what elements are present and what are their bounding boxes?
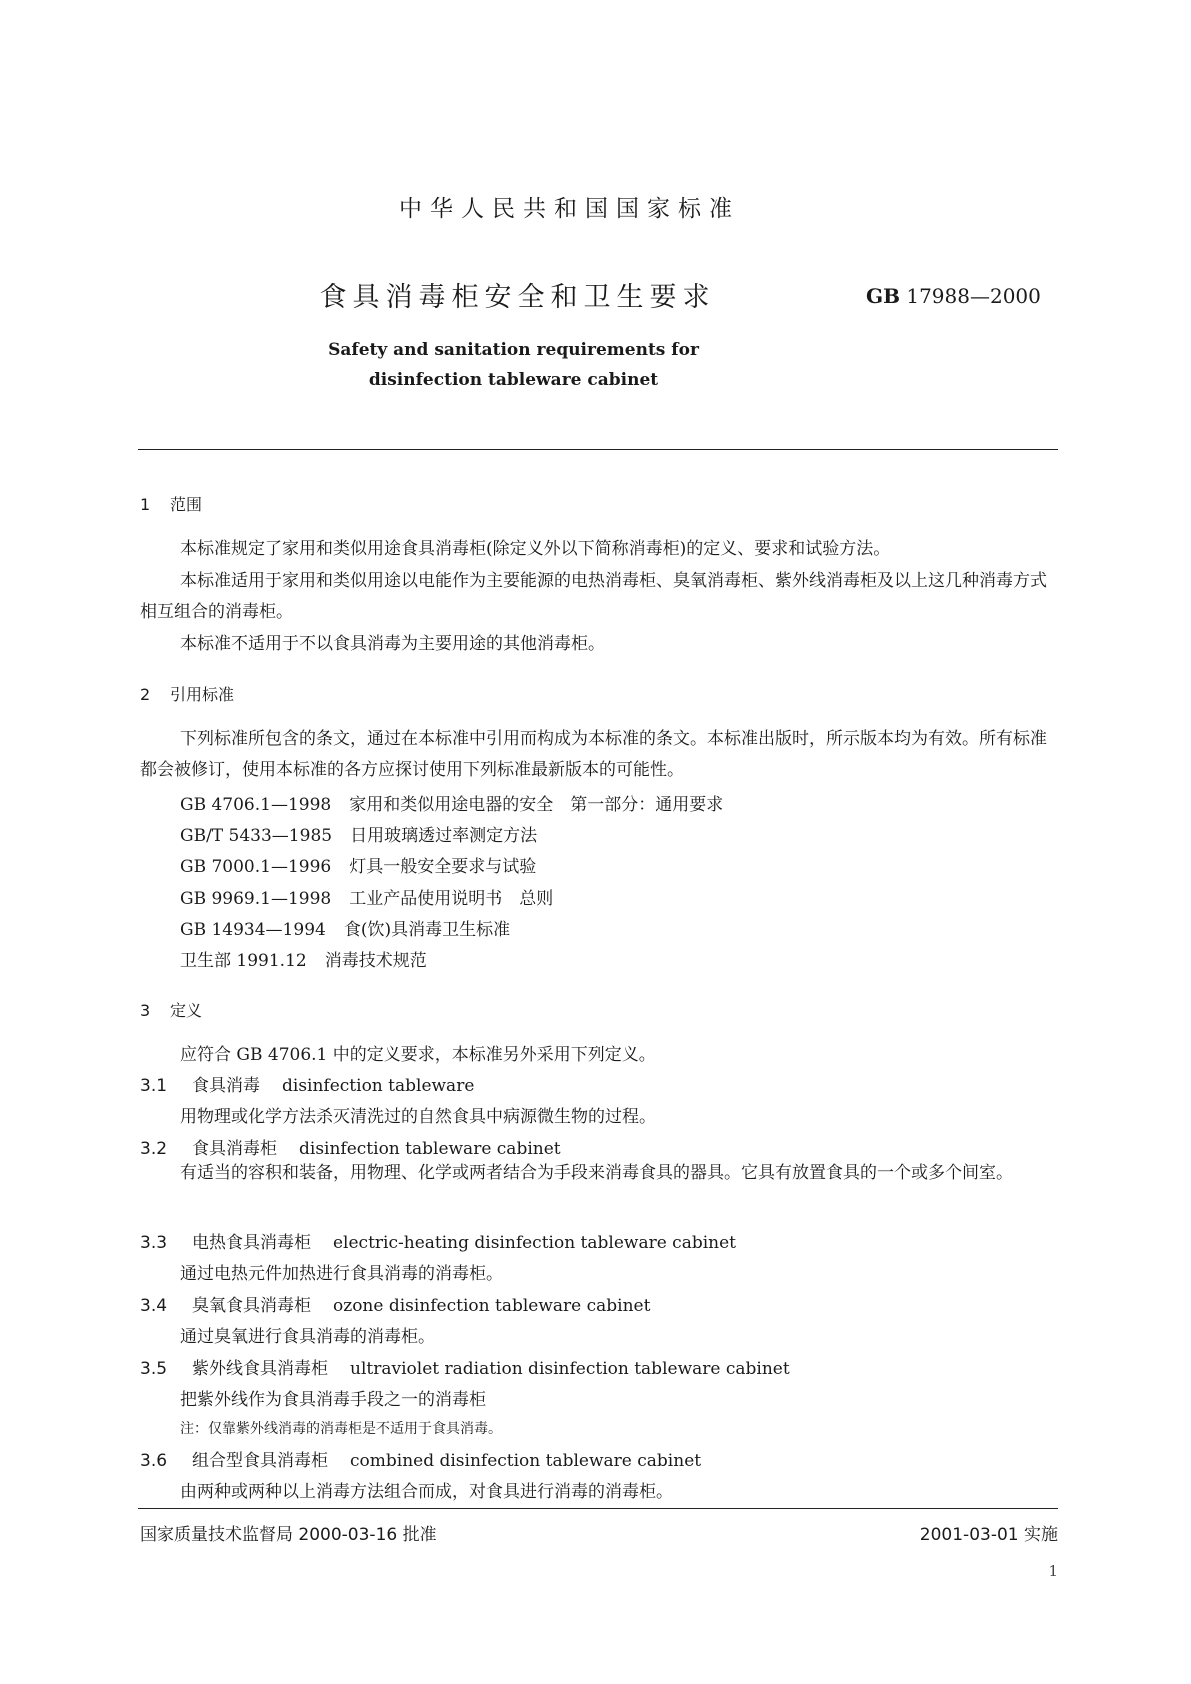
section-heading-definitions: 3 定义 bbox=[140, 1001, 203, 1020]
references-intro: 下列标准所包含的条文，通过在本标准中引用而构成为本标准的条文。本标准出版时，所示版本均为有效。所有标准都会被修订，使用本标准的各方应探讨使用下列标准最新版本的可能性。 bbox=[140, 729, 1047, 780]
standard-code-prefix: GB bbox=[866, 284, 900, 308]
section-heading-scope: 1 范围 bbox=[140, 495, 203, 514]
definition-term: 3.4 臭氧食具消毒柜 ozone disinfection tableware cabinet bbox=[140, 1296, 651, 1316]
reference-item: 卫生部 1991.12 消毒技术规范 bbox=[180, 951, 427, 971]
standard-code-number: 17988—2000 bbox=[906, 284, 1041, 308]
definition-term: 3.2 食具消毒柜 disinfection tableware cabinet bbox=[140, 1139, 561, 1159]
scope-para-2: 本标准适用于家用和类似用途以电能作为主要能源的电热消毒柜、臭氧消毒柜、紫外线消毒柜及以上这几种消毒方式相互组合的消毒柜。 bbox=[140, 571, 1047, 622]
approval-line: 国家质量技术监督局 2000-03-16 批准 bbox=[140, 1525, 437, 1545]
standard-type: 中华人民共和国国家标准 bbox=[399, 196, 740, 222]
header-rule bbox=[138, 449, 1058, 450]
definition-body: 通过电热元件加热进行食具消毒的消毒柜。 bbox=[180, 1264, 503, 1284]
scope-para-3: 本标准不适用于不以食具消毒为主要用途的其他消毒柜。 bbox=[180, 634, 605, 654]
definition-body: 把紫外线作为食具消毒手段之一的消毒柜 bbox=[180, 1390, 486, 1410]
reference-item: GB 7000.1—1996 灯具一般安全要求与试验 bbox=[180, 857, 537, 877]
definitions-intro: 应符合 GB 4706.1 中的定义要求，本标准另外采用下列定义。 bbox=[180, 1045, 656, 1065]
footer-rule bbox=[138, 1508, 1058, 1509]
document-title-cn: 食具消毒柜安全和卫生要求 bbox=[319, 282, 716, 313]
definition-body: 有适当的容积和装备，用物理、化学或两者结合为手段来消毒食具的器具。它具有放置食具的一个或多个间室。 bbox=[180, 1163, 1013, 1183]
definition-term: 3.6 组合型食具消毒柜 combined disinfection tableware cabinet bbox=[140, 1451, 702, 1471]
page-number: 1 bbox=[1048, 1562, 1058, 1580]
definition-body: 用物理或化学方法杀灭清洗过的自然食具中病源微生物的过程。 bbox=[180, 1107, 656, 1127]
section-heading-references: 2 引用标准 bbox=[140, 685, 235, 704]
reference-item: GB 14934—1994 食(饮)具消毒卫生标准 bbox=[180, 920, 511, 940]
effective-date: 2001-03-01 实施 bbox=[919, 1525, 1058, 1545]
definition-term: 3.1 食具消毒 disinfection tableware bbox=[140, 1076, 475, 1096]
reference-item: GB 9969.1—1998 工业产品使用说明书 总则 bbox=[180, 889, 554, 909]
definition-note: 注：仅靠紫外线消毒的消毒柜是不适用于食具消毒。 bbox=[180, 1421, 502, 1437]
document-title-en-line2: disinfection tableware cabinet bbox=[368, 370, 659, 390]
definition-term: 3.3 电热食具消毒柜 electric-heating disinfection tableware cabinet bbox=[140, 1233, 736, 1253]
document-title-en-line1: Safety and sanitation requirements for bbox=[328, 340, 699, 360]
reference-item: GB/T 5433—1985 日用玻璃透过率测定方法 bbox=[180, 826, 538, 846]
reference-item: GB 4706.1—1998 家用和类似用途电器的安全 第一部分：通用要求 bbox=[180, 795, 724, 815]
scope-para-1: 本标准规定了家用和类似用途食具消毒柜(除定义外以下简称消毒柜)的定义、要求和试验方法。 bbox=[180, 539, 891, 559]
definition-body: 通过臭氧进行食具消毒的消毒柜。 bbox=[180, 1327, 435, 1347]
standard-code bbox=[866, 284, 1041, 308]
definition-body: 由两种或两种以上消毒方法组合而成，对食具进行消毒的消毒柜。 bbox=[180, 1482, 673, 1502]
definition-term: 3.5 紫外线食具消毒柜 ultraviolet radiation disinfection tableware cabinet bbox=[140, 1359, 790, 1379]
